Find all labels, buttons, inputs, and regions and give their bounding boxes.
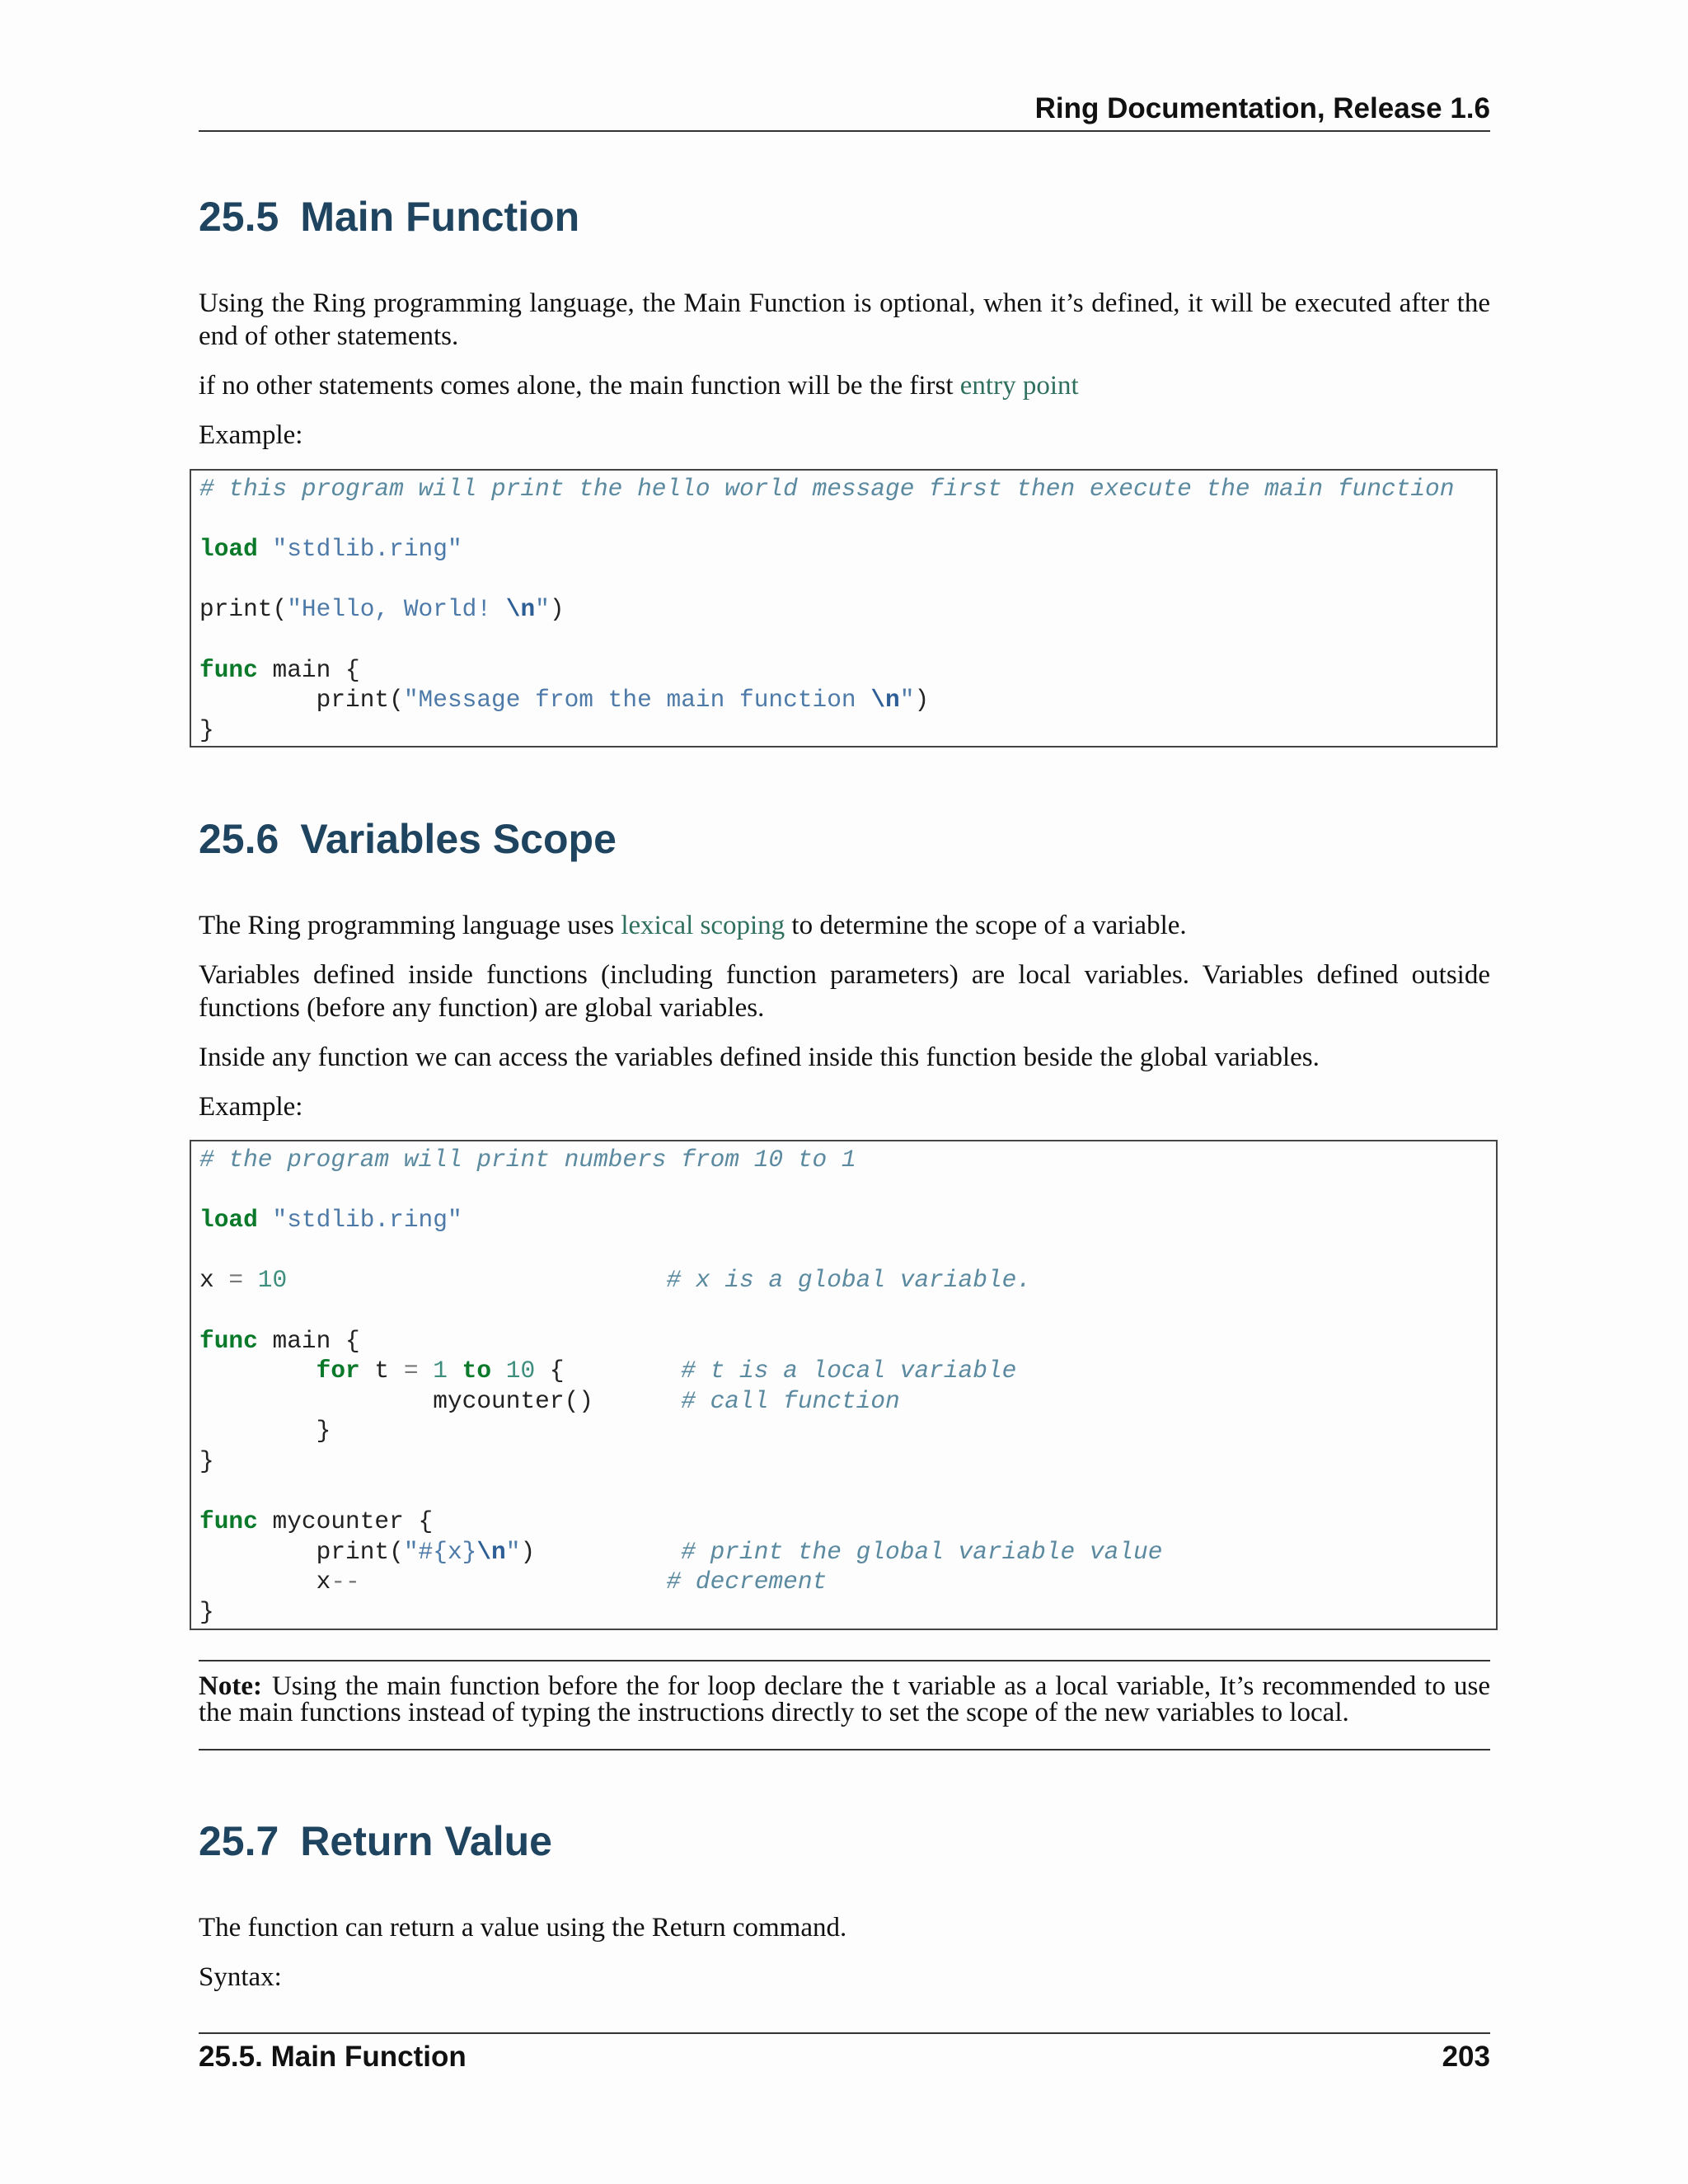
code-text: print( xyxy=(199,595,288,624)
code-keyword: for xyxy=(316,1357,360,1385)
code-text: } xyxy=(199,1597,214,1626)
code-operator: = xyxy=(228,1266,244,1295)
code-keyword: func xyxy=(199,655,258,684)
code-text: mycounter { xyxy=(257,1507,434,1536)
code-comment: # t is a local variable xyxy=(681,1357,1017,1385)
paragraph: Inside any function we can access the variables defined inside this function beside the global variables. xyxy=(199,1043,1320,1072)
footer-section: 25.5. Main Function xyxy=(199,2041,467,2073)
code-escape: \n xyxy=(476,1537,506,1566)
note-label: Note: xyxy=(199,1671,262,1701)
code-keyword: to xyxy=(462,1357,492,1385)
code-string: " xyxy=(535,595,550,624)
code-comment: # the program will print numbers from 10 to 1 xyxy=(199,1146,856,1174)
code-keyword: load xyxy=(199,1206,258,1235)
code-string: " xyxy=(403,1537,419,1566)
code-number: 10 xyxy=(491,1357,536,1385)
paragraph: Variables defined inside functions (including function parameters) are local variables. Variables defined outside functions (before any function) are global variables. xyxy=(199,960,1490,1023)
code-string: " xyxy=(505,1537,521,1566)
code-text: print( xyxy=(199,686,404,715)
code-text: main { xyxy=(257,655,360,684)
code-block-variables-scope xyxy=(190,1140,1498,1630)
code-text: mycounter() xyxy=(199,1386,682,1415)
code-number: 1 xyxy=(418,1357,462,1385)
code-comment: # print the global variable value xyxy=(681,1537,1163,1566)
code-number: 10 xyxy=(243,1266,288,1295)
section-number: 25.7 xyxy=(199,1818,279,1864)
running-header: Ring Documentation, Release 1.6 xyxy=(1034,92,1490,124)
code-escape: \n xyxy=(870,686,900,715)
note-box xyxy=(199,1660,1490,1750)
code-string: "stdlib.ring" xyxy=(272,535,462,564)
paragraph xyxy=(199,369,1490,402)
code-comment: # x is a global variable. xyxy=(666,1266,1032,1295)
example-label: Example: xyxy=(199,1092,303,1122)
code-keyword: func xyxy=(199,1326,258,1355)
code-text: ) xyxy=(520,1537,536,1566)
code-text: ) xyxy=(914,686,930,715)
paragraph xyxy=(199,909,1490,942)
code-text: main { xyxy=(257,1326,360,1355)
code-comment: # call function xyxy=(681,1386,900,1415)
section-title: Variables Scope xyxy=(300,816,617,862)
note-text: Using the main function before the for loop declare the t variable as a local variable, It’s recommended to use the main functions instead of typing the instructions directly to set the scope of the new variables to local. xyxy=(199,1671,1490,1727)
syntax-label: Syntax: xyxy=(199,1962,282,1992)
code-text: { xyxy=(535,1357,565,1385)
section-number: 25.5 xyxy=(199,194,279,240)
code-text: x xyxy=(199,1568,331,1596)
page-number: 203 xyxy=(1442,2041,1490,2073)
paragraph: Using the Ring programming language, the Main Function is optional, when it’s defined, it will be executed after the end of other statements. xyxy=(199,288,1490,351)
code-text: t xyxy=(359,1357,404,1385)
running-footer xyxy=(199,2041,1490,2074)
code-comment: # decrement xyxy=(666,1568,828,1596)
code-string: "stdlib.ring" xyxy=(272,1206,462,1235)
code-keyword: load xyxy=(199,535,258,564)
paragraph-text: The Ring programming language uses xyxy=(199,911,621,940)
code-interpolation: #{x} xyxy=(418,1537,477,1566)
code-operator: = xyxy=(403,1357,419,1385)
code-comment: # this program will print the hello world message first then execute the main function xyxy=(199,475,1455,503)
header-rule xyxy=(199,130,1490,132)
entry-point-link[interactable]: entry point xyxy=(959,371,1079,401)
footer-rule xyxy=(199,2032,1490,2034)
code-operator: -- xyxy=(331,1568,360,1596)
code-text: print( xyxy=(199,1537,404,1566)
code-text: x xyxy=(199,1266,229,1295)
code-string: "Message from the main function xyxy=(403,686,871,715)
code-string: " xyxy=(899,686,915,715)
section-heading-return-value xyxy=(199,1817,552,1865)
section-title: Main Function xyxy=(300,194,580,240)
example-label: Example: xyxy=(199,420,303,450)
section-heading-variables-scope xyxy=(199,815,617,863)
lexical-scoping-link[interactable]: lexical scoping xyxy=(621,911,785,940)
code-escape: \n xyxy=(505,595,536,624)
section-heading-main-function xyxy=(199,193,579,241)
code-string: "Hello, World! xyxy=(287,595,506,624)
code-text: } xyxy=(199,1417,331,1446)
paragraph: The function can return a value using the Return command. xyxy=(199,1913,847,1943)
code-block-main-function xyxy=(190,469,1498,748)
code-text: } xyxy=(199,1446,214,1475)
code-text: ) xyxy=(549,595,565,624)
paragraph-text: if no other statements comes alone, the main function will be the first xyxy=(199,371,960,401)
section-title: Return Value xyxy=(300,1818,552,1864)
code-text: } xyxy=(199,715,214,744)
section-number: 25.6 xyxy=(199,816,279,862)
code-keyword: func xyxy=(199,1507,258,1536)
paragraph-text: to determine the scope of a variable. xyxy=(785,911,1187,940)
